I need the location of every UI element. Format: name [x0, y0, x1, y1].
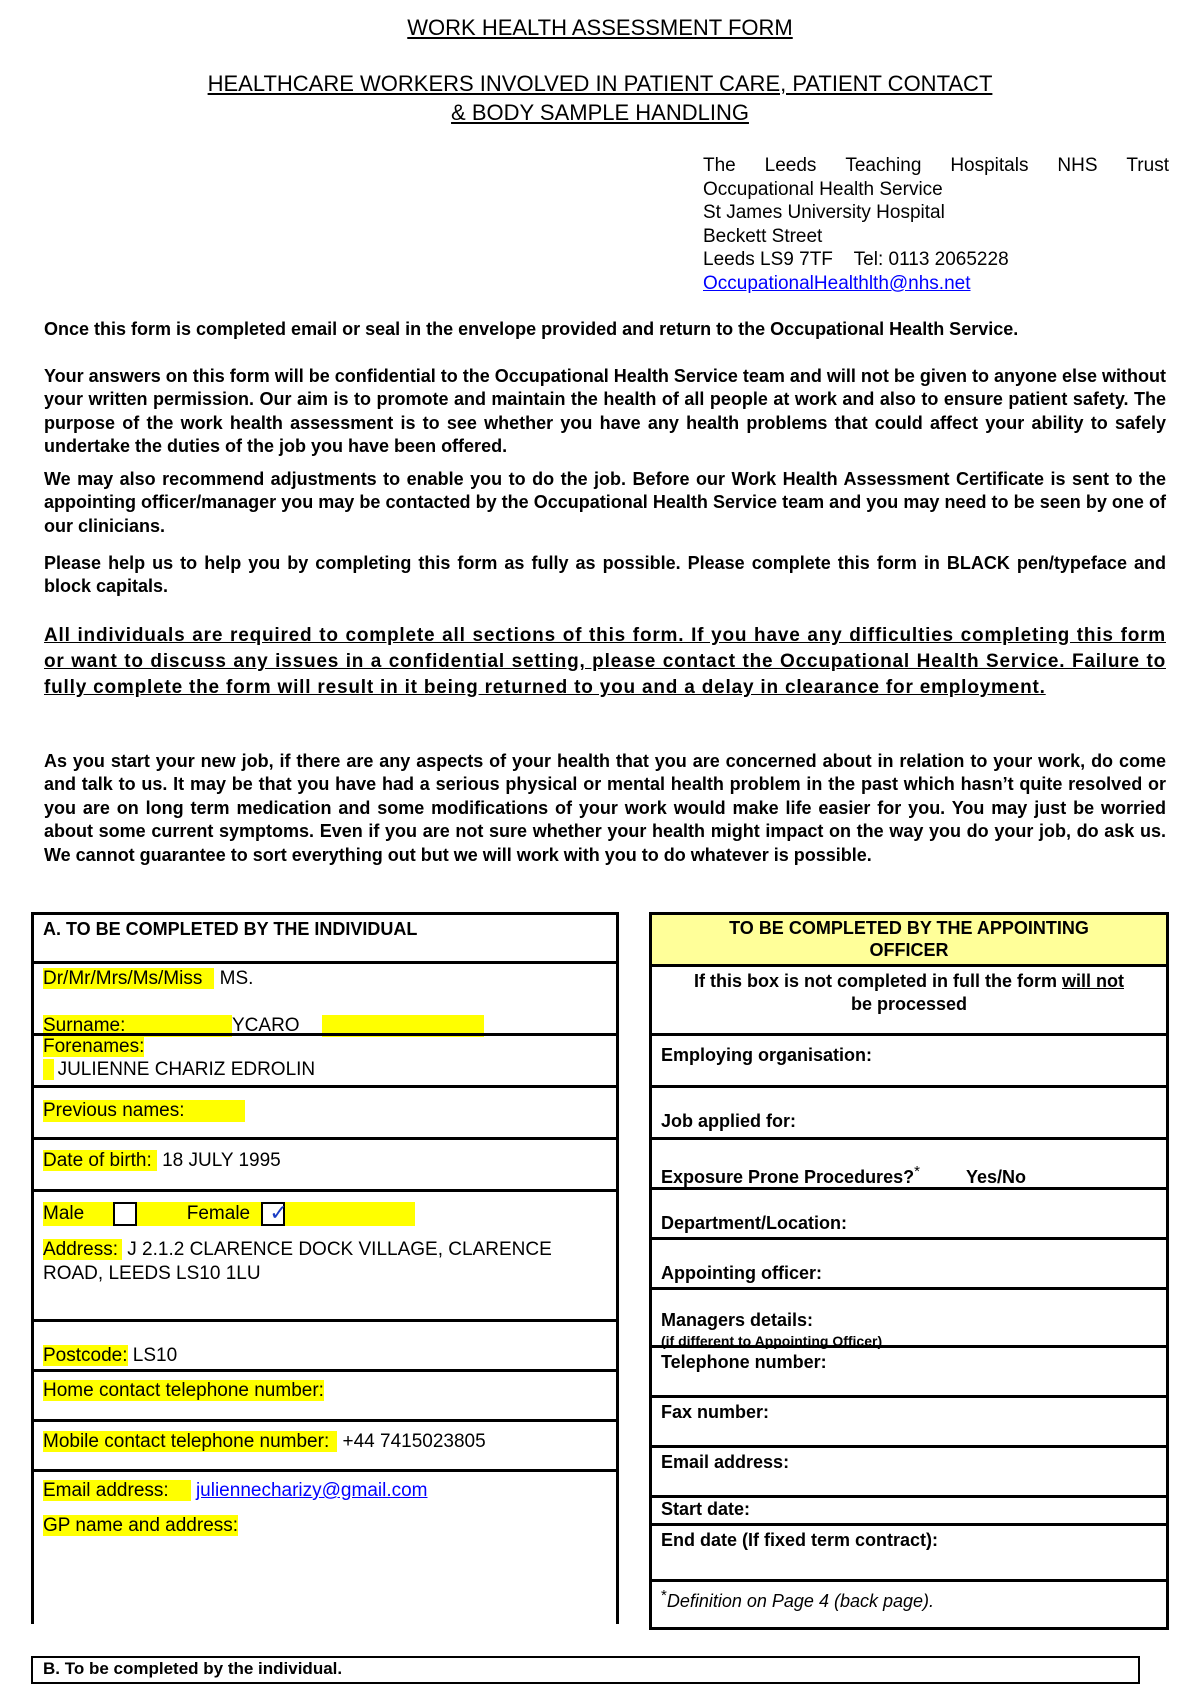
home-phone-label: Home contact telephone number:	[43, 1380, 324, 1401]
female-checkbox[interactable]	[261, 1200, 288, 1226]
officer-notice: If this box is not completed in full the form will not be processed	[652, 964, 1166, 1033]
employing-organisation-row[interactable]: Employing organisation:	[652, 1033, 1166, 1085]
address-line-3: St James University Hospital	[703, 202, 945, 224]
appointing-officer-row[interactable]: Appointing officer:	[652, 1237, 1166, 1287]
surname-value[interactable]: YCARO	[232, 1015, 300, 1036]
email-row	[34, 1469, 616, 1507]
form-subtitle-line2: & BODY SAMPLE HANDLING	[451, 100, 749, 125]
managers-details-row[interactable]: Managers details: (if different to Appointing Officer)	[652, 1287, 1166, 1345]
mobile-row	[34, 1419, 616, 1469]
postcode-label: Postcode:	[43, 1345, 128, 1366]
fax-row[interactable]: Fax number:	[652, 1395, 1166, 1445]
postcode-row	[34, 1319, 616, 1369]
service-email-link[interactable]: OccupationalHealthlth@nhs.net	[703, 272, 971, 294]
intro-paragraph-4: Please help us to help you by completing this form as fully as possible. Please complete this form in BLACK pen/typeface and block capitals.	[44, 553, 1166, 597]
section-b-heading: B. To be completed by the individual.	[43, 1659, 343, 1678]
address-value-line1[interactable]: J 2.1.2 CLARENCE DOCK VILLAGE, CLARENCE	[127, 1239, 552, 1260]
mobile-value[interactable]: +44 7415023805	[342, 1431, 486, 1452]
surname-label: Surname:	[43, 1015, 232, 1037]
forenames-row	[34, 1033, 616, 1085]
officer-header: TO BE COMPLETED BY THE APPOINTING OFFICER	[652, 915, 1166, 966]
forenames-label: Forenames:	[43, 1036, 145, 1057]
title-value[interactable]: MS.	[219, 968, 254, 989]
title-surname-row	[34, 961, 616, 1036]
email-value[interactable]: juliennecharizy@gmail.com	[195, 1480, 428, 1501]
section-a-box	[31, 912, 619, 1624]
home-phone-row	[34, 1369, 616, 1419]
job-applied-row[interactable]: Job applied for:	[652, 1085, 1166, 1137]
intro-paragraph-2: Your answers on this form will be confidential to the Occupational Health Service team and will not be given to anyone else without your written permission. Our aim is to promote and maintain the health of all people at work and also to ensure patient safety. The purpose of the work health assessment is to see whether you have any health problems that could affect your ability to safely undertake the duties of the job you have been offered.	[44, 366, 1166, 457]
form-subtitle-line1: HEALTHCARE WORKERS INVOLVED IN PATIENT CARE, PATIENT CONTACT	[207, 71, 993, 96]
start-date-row[interactable]: Start date:	[652, 1495, 1166, 1523]
intro-paragraph-1: Once this form is completed email or seal in the envelope provided and return to the Occupational Health Service.	[44, 319, 1019, 339]
postcode-value[interactable]: LS10	[132, 1345, 178, 1366]
officer-email-row[interactable]: Email address:	[652, 1445, 1166, 1495]
section-a-heading: A. TO BE COMPLETED BY THE INDIVIDUAL	[43, 919, 418, 939]
forenames-value[interactable]: JULIENNE CHARIZ EDROLIN	[57, 1059, 316, 1080]
address-line-2: Occupational Health Service	[703, 178, 943, 200]
check-icon: ✓	[269, 1200, 288, 1225]
dob-label: Date of birth:	[43, 1150, 157, 1171]
address-value-line2[interactable]: ROAD, LEEDS LS10 1LU	[43, 1263, 261, 1284]
email-label: Email address:	[43, 1480, 191, 1501]
intro-paragraph-3: We may also recommend adjustments to enable you to do the job. Before our Work Health Assessment Certificate is sent to the appointing officer/manager you may be contacted by the Occupational Health Service team and you may need to be seen by one of our clinicians.	[44, 469, 1166, 536]
female-label: Female	[186, 1203, 251, 1225]
gender-row	[34, 1189, 616, 1239]
department-row[interactable]: Department/Location:	[652, 1187, 1166, 1237]
intro-paragraph-5: All individuals are required to complete all sections of this form. If you have any difficulties completing this form or want to discuss any issues in a confidential setting, please contact the Occupational Health Service. Failure to fully complete the form will result in it being returned to you and a delay in clearance for employment.	[44, 625, 1166, 698]
exposure-yes-no[interactable]: Yes/No	[965, 1167, 1026, 1187]
exposure-prone-row[interactable]: Exposure Prone Procedures?* Yes/No	[652, 1137, 1166, 1187]
mobile-label: Mobile contact telephone number:	[43, 1431, 337, 1452]
previous-names-row	[34, 1085, 616, 1137]
footnote-row: *Definition on Page 4 (back page).	[652, 1579, 1166, 1627]
dob-value[interactable]: 18 JULY 1995	[162, 1150, 281, 1171]
male-label: Male	[43, 1203, 85, 1225]
address-row	[34, 1239, 616, 1319]
end-date-row[interactable]: End date (If fixed term contract):	[652, 1523, 1166, 1579]
telephone-row[interactable]: Telephone number:	[652, 1345, 1166, 1395]
dob-row	[34, 1137, 616, 1189]
gp-label: GP name and address:	[43, 1515, 239, 1536]
address-line-5: Leeds LS9 7TF Tel: 0113 2065228	[703, 249, 1009, 271]
address-line-4: Beckett Street	[703, 225, 823, 247]
form-title: WORK HEALTH ASSESSMENT FORM	[407, 15, 793, 40]
title-label: Dr/Mr/Mrs/Ms/Miss	[43, 968, 214, 989]
male-checkbox[interactable]	[113, 1202, 137, 1226]
section-b-box	[31, 1656, 1140, 1684]
intro-paragraph-6: As you start your new job, if there are any aspects of your health that you are concerned about in relation to your work, do come and talk to us. It may be that you have had a serious physical or mental health problem in the past which hasn’t quite resolved or you are on long term medication and some modifications of your work would make life easier for you. You may just be worried about some current symptoms. Even if you are not sure whether your health might impact on the way you do your job, do ask us. We cannot guarantee to sort everything out but we will work with you to do whatever is possible.	[44, 751, 1166, 865]
address-label: Address:	[43, 1239, 122, 1260]
address-line-1: The Leeds Teaching Hospitals NHS Trust	[703, 155, 1169, 176]
previous-names-label: Previous names:	[43, 1100, 245, 1122]
service-address	[703, 154, 1169, 296]
gp-row	[34, 1507, 616, 1627]
appointing-officer-box	[649, 912, 1169, 1630]
